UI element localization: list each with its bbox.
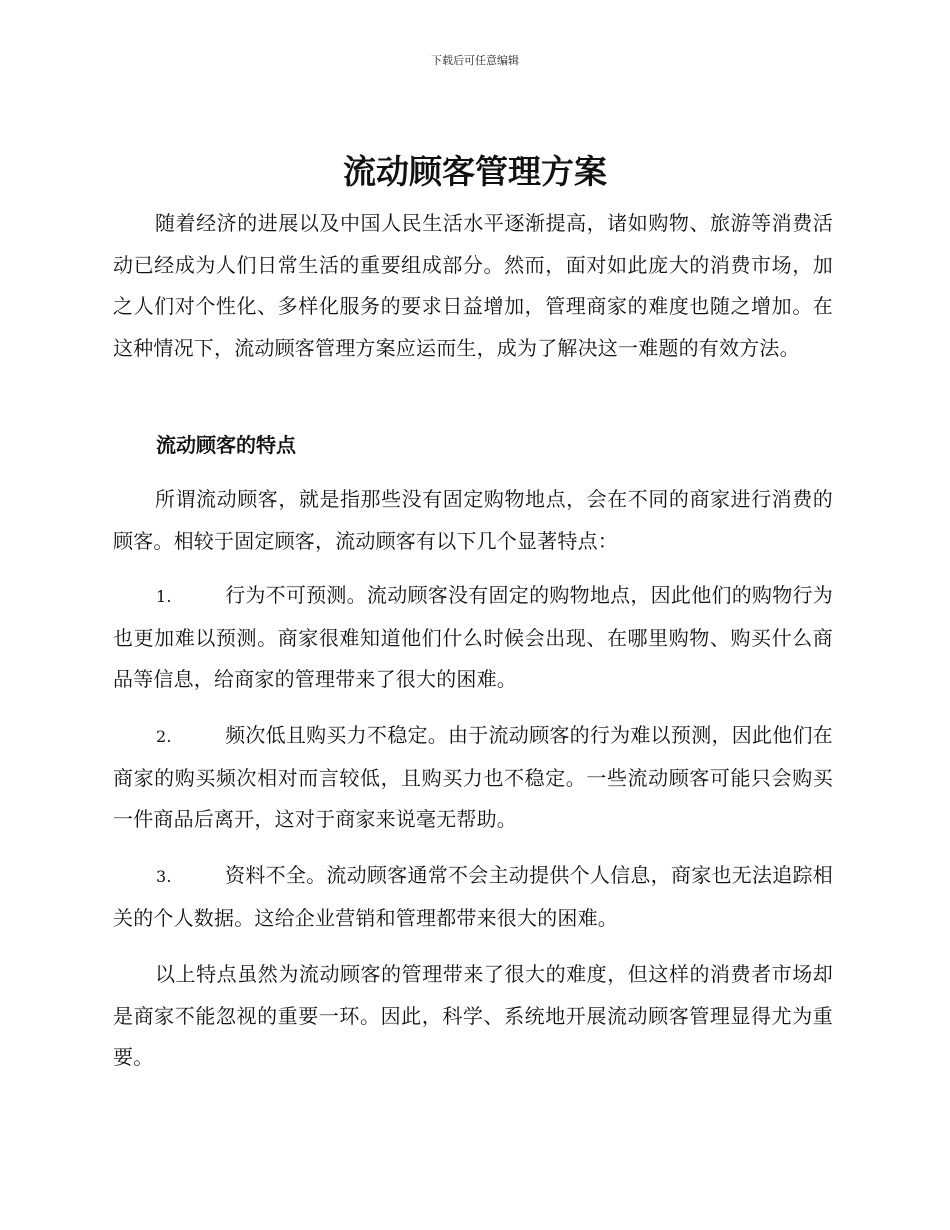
conclusion-paragraph: 以上特点虽然为流动顾客的管理带来了很大的难度，但这样的消费者市场却是商家不能忽视的重要一环。因此，科学、系统地开展流动顾客管理显得尤为重要。 [113, 962, 833, 1069]
intro-paragraph: 随着经济的进展以及中国人民生活水平逐渐提高，诸如购物、旅游等消费活动已经成为人们日常生活的重要组成部分。然而，面对如此庞大的消费市场，加之人们对个性化、多样化服务的要求日益增加，管理商家的难度也随之增加。在这种情况下，流动顾客管理方案应运而生，成为了解决这一难题的有效方法。 [113, 211, 833, 360]
document-title: 流动顾客管理方案 [343, 152, 607, 191]
section-heading-characteristics: 流动顾客的特点 [156, 433, 296, 457]
list-item-3 [113, 855, 833, 939]
list-item-2 [113, 715, 833, 841]
list-item-text: 频次低且购买力不稳定。由于流动顾客的行为难以预测，因此他们在商家的购买频次相对而言较低，且购买力也不稳定。一些流动顾客可能只会购买一件商品后离开，这对于商家来说毫无帮助。 [113, 723, 833, 831]
header-note: 下载后可任意编辑 [431, 54, 519, 67]
section-paragraph: 所谓流动顾客，就是指那些没有固定购物地点，会在不同的商家进行消费的顾客。相较于固定顾客，流动顾客有以下几个显著特点： [113, 487, 833, 553]
list-number: 3. [156, 867, 172, 886]
list-item-text: 资料不全。流动顾客通常不会主动提供个人信息，商家也无法追踪相关的个人数据。这给企业营销和管理都带来很大的困难。 [113, 863, 833, 930]
list-item-1 [113, 575, 833, 701]
list-number: 1. [156, 587, 172, 606]
list-item-text: 行为不可预测。流动顾客没有固定的购物地点，因此他们的购物行为也更加难以预测。商家很难知道他们什么时候会出现、在哪里购物、购买什么商品等信息，给商家的管理带来了很大的困难。 [113, 583, 833, 691]
list-number: 2. [156, 727, 172, 746]
